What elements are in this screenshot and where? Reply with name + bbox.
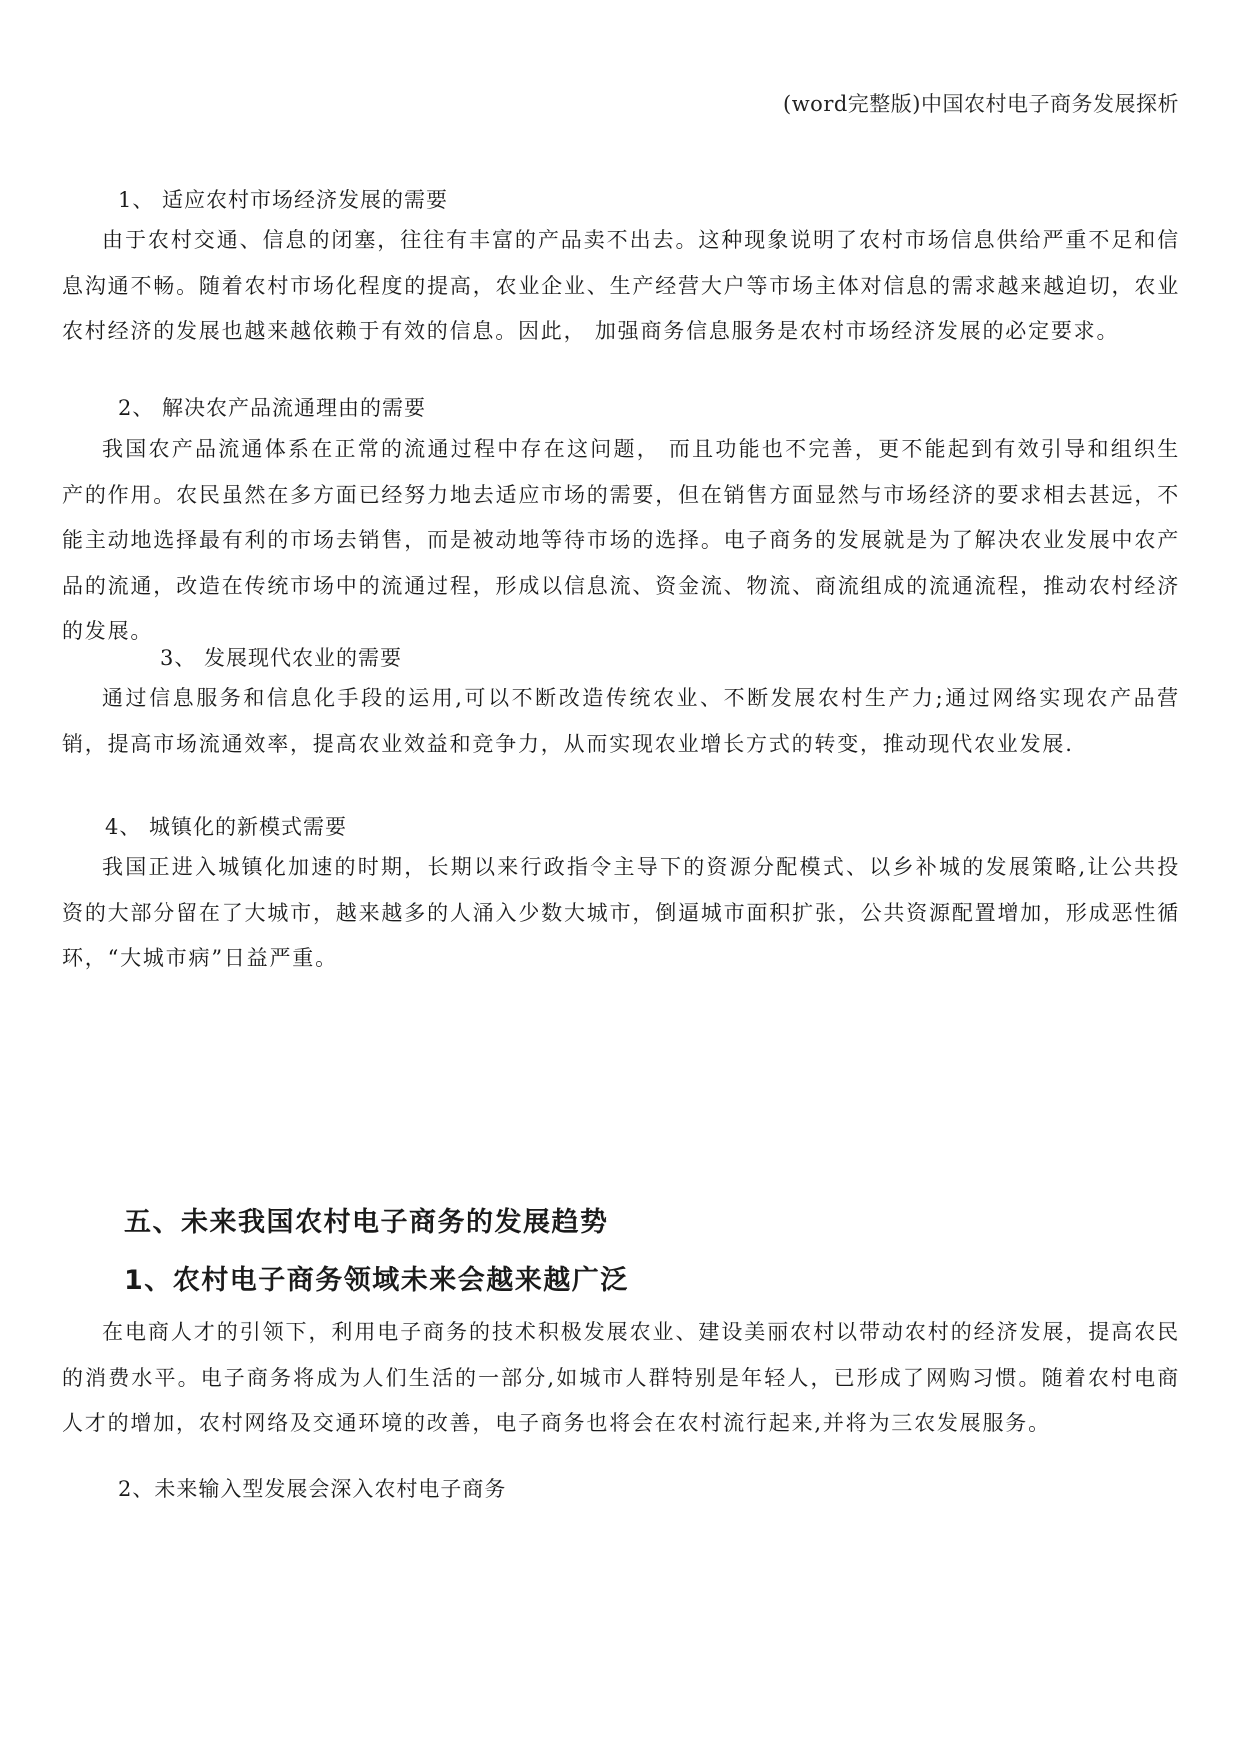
item-4-title: 4、 城镇化的新模式需要 [105, 815, 348, 839]
item-3-title: 3、 发展现代农业的需要 [160, 646, 403, 670]
subsection-1-paragraph: 在电商人才的引领下，利用电子商务的技术积极发展农业、建设美丽农村以带动农村的经济发展，提高农民的消费水平。电子商务将成为人们生活的一部分,如城市人群特别是年轻人，已形成了网购习惯。随着农村电商人才的增加，农村网络及交通环境的改善，电子商务也将会在农村流行起来,并将为三农发展服务。 [62, 1320, 1180, 1435]
subsection-1-title: 1、农村电子商务领域未来会越来越广泛 [124, 1265, 629, 1296]
item-2-paragraph: 我国农产品流通体系在正常的流通过程中存在这问题， 而且功能也不完善，更不能起到有效引导和组织生产的作用。农民虽然在多方面已经努力地去适应市场的需要，但在销售方面显然与市场经济的要求相去甚远，不能主动地选择最有利的市场去销售，而是被动地等待市场的选择。电子商务的发展就是为了解决农业发展中农产品的流通，改造在传统市场中的流通过程，形成以信息流、资金流、物流、商流组成的流通流程，推动农村经济的发展。 [62, 437, 1180, 643]
section-5-title: 五、未来我国农村电子商务的发展趋势 [124, 1207, 609, 1238]
page-header: (word完整版)中国农村电子商务发展探析 [783, 92, 1179, 116]
item-1-title: 1、 适应农村市场经济发展的需要 [118, 188, 449, 212]
subsection-2-title: 2、未来输入型发展会深入农村电子商务 [118, 1477, 507, 1501]
item-3-paragraph: 通过信息服务和信息化手段的运用,可以不断改造传统农业、不断发展农村生产力;通过网络实现农产品营销，提高市场流通效率，提高农业效益和竞争力，从而实现农业增长方式的转变，推动现代农业发展. [62, 686, 1180, 756]
item-1-paragraph: 由于农村交通、信息的闭塞，往往有丰富的产品卖不出去。这种现象说明了农村市场信息供给严重不足和信息沟通不畅。随着农村市场化程度的提高，农业企业、生产经营大户等市场主体对信息的需求越来越迫切，农业农村经济的发展也越来越依赖于有效的信息。因此， 加强商务信息服务是农村市场经济发展的必定要求。 [62, 228, 1180, 343]
item-2-title: 2、 解决农产品流通理由的需要 [118, 396, 427, 420]
item-4-paragraph: 我国正进入城镇化加速的时期，长期以来行政指令主导下的资源分配模式、以乡补城的发展策略,让公共投资的大部分留在了大城市，越来越多的人涌入少数大城市，倒逼城市面积扩张，公共资源配置增加，形成恶性循环，“大城市病”日益严重。 [62, 855, 1180, 970]
